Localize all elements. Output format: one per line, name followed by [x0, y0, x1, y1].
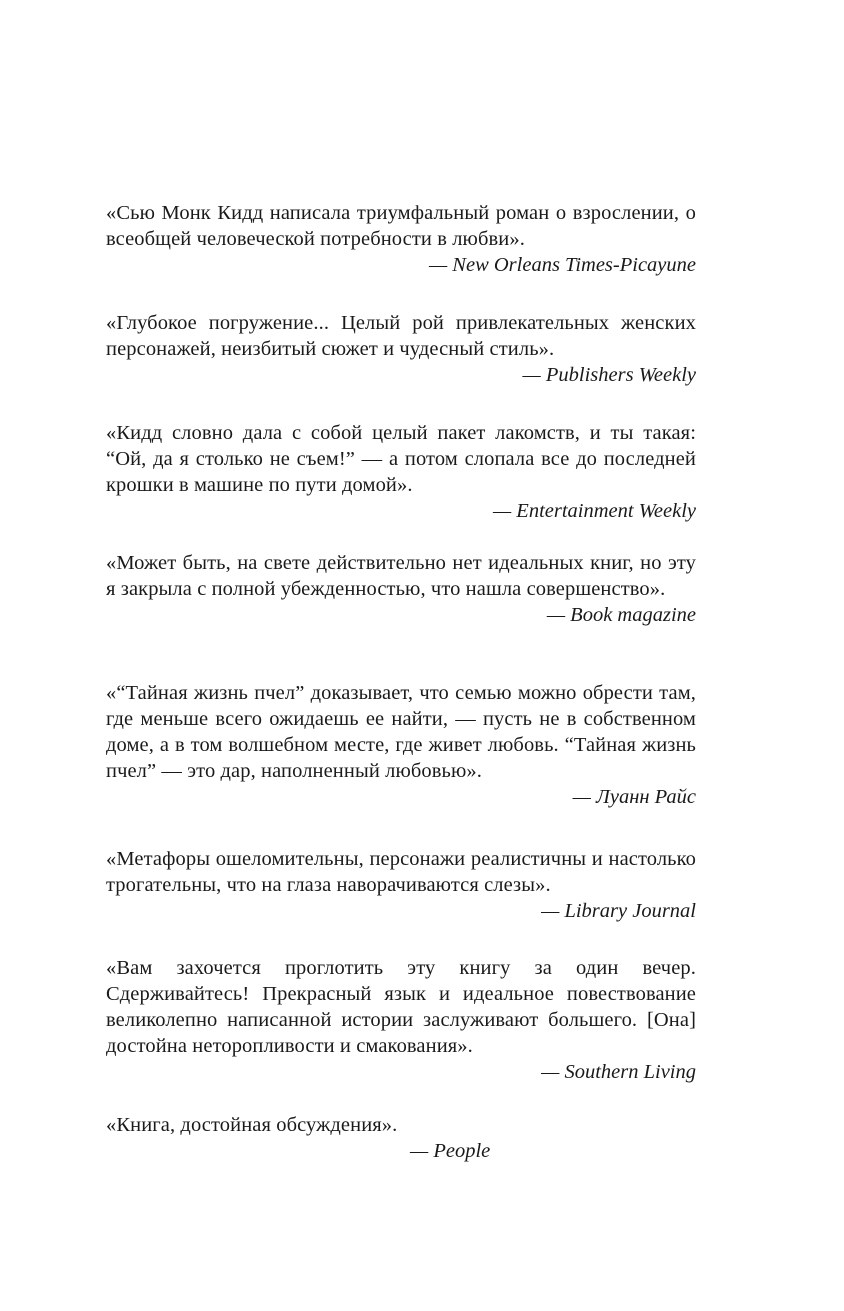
review-quote: «Кидд словно дала с собой целый пакет лакомств, и ты такая: “Ой, да я столько не съем!” — а потом слопала все до последней крошки в машине по пути домой». — [106, 422, 696, 496]
review-quote: «Вам захочется проглотить эту книгу за один вечер. Сдерживайтесь! Прекрасный язык и идеальное повествование великолепно написанной истории заслуживают большего. [Она] достойна неторопливости и смакования». — [106, 957, 696, 1057]
review-source: — Southern Living — [541, 1061, 696, 1083]
review-quote: «“Тайная жизнь пчел” доказывает, что семью можно обрести там, где меньше всего ожидаешь ее найти, — пусть не в собственном доме, а в том волшебном месте, где живет любовь. “Тайная жизнь пчел” — это дар, наполненный любовью». — [106, 682, 696, 782]
review-source: — Publishers Weekly — [522, 364, 696, 386]
review-source: — Library Journal — [541, 900, 696, 922]
review-quote: «Метафоры ошеломительны, персонажи реалистичны и настолько трогательны, что на глаза наворачиваются слезы». — [106, 848, 696, 896]
review-quote: «Книга, достойная обсуждения». — [106, 1114, 398, 1136]
review-blurb — [106, 680, 696, 810]
review-blurb — [106, 200, 696, 278]
review-quote: «Глубокое погружение... Целый рой привлекательных женских персонажей, неизбитый сюжет и чудесный стиль». — [106, 312, 696, 360]
review-blurb — [106, 310, 696, 388]
review-quote: «Сью Монк Кидд написала триумфальный роман о взрослении, о всеобщей человеческой потребности в любви». — [106, 202, 696, 250]
review-source: — Entertainment Weekly — [492, 500, 696, 522]
review-source: — Book magazine — [546, 604, 696, 626]
review-blurb — [106, 420, 696, 524]
review-source: — Луанн Райс — [572, 786, 696, 808]
review-blurb — [106, 550, 696, 628]
review-source: — People — [410, 1140, 491, 1162]
review-blurb — [106, 1112, 696, 1164]
review-quote: «Может быть, на свете действительно нет идеальных книг, но эту я закрыла с полной убежденностью, что нашла совершенство». — [106, 552, 696, 600]
review-source: — New Orleans Times-Picayune — [428, 254, 696, 276]
review-blurb — [106, 846, 696, 924]
review-blurb — [106, 955, 696, 1085]
